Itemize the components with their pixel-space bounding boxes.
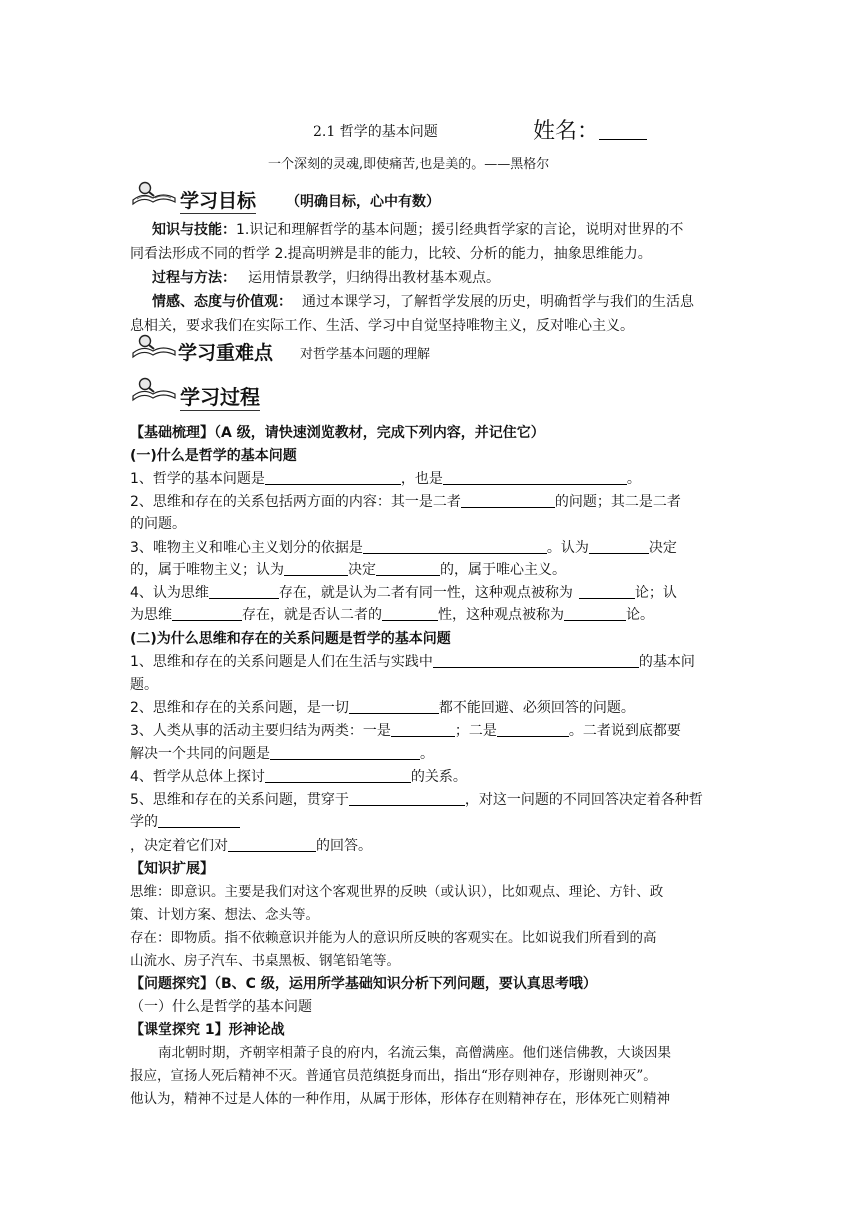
expansion-line2: 策、计划方案、想法、念头等。 [130,907,319,923]
name-label: 姓名： [533,119,600,144]
lesson-title: 2.1 哲学的基本问题 [313,124,438,140]
basics-heading: 【基础梳理】（A 级，请快速浏览教材，完成下列内容，并记住它） [130,425,545,441]
name-blank[interactable] [599,119,647,140]
blank[interactable] [265,768,411,783]
q2-line2: 的问题。 [130,516,186,532]
blank[interactable] [461,493,555,508]
explore-heading: 【问题探究】（B、C 级，运用所学基础知识分析下列问题，要认真思考哦） [130,976,597,992]
blank[interactable] [433,653,639,668]
blank[interactable] [349,791,465,806]
case-line2: 报应，宣扬人死后精神不灭。普通官员范缜挺身而出，指出“形存则神存，形谢则神灭”。 [130,1068,657,1084]
blank[interactable] [564,606,626,621]
expansion-heading: 【知识扩展】 [130,861,214,877]
expansion-line1: 思维：即意识。主要是我们对这个客观世界的反映（或认识），比如观点、理论、方针、政 [130,884,664,900]
q4-line2: 为思维 存在，就是否认二者的 性，这种观点被称为 论。 [130,607,654,623]
r3-line1: 3、人类从事的活动主要归结为两类：一是 ；二是 。二者说到底都要 [130,723,681,739]
blank[interactable] [270,745,420,760]
book-magnifier-icon [131,333,179,359]
blank[interactable] [391,722,455,737]
objectives-heading: 学习目标 [180,190,257,212]
r5-line3: ，决定着它们对 的回答。 [130,838,372,854]
objective-emotion-line2: 息相关，要求我们在实际工作、生活、学习中自觉坚持唯物主义，反对唯心主义。 [130,318,634,334]
q3-line1: 3、唯物主义和唯心主义划分的依据是 。认为 决定 [130,540,677,556]
q2-line1: 2、思维和存在的关系包括两方面的内容：其一是二者 的问题；其二是二者 [130,494,681,510]
book-magnifier-icon [131,180,179,206]
key-points-heading: 学习重难点 [178,342,274,364]
blank[interactable] [158,813,240,828]
objective-emotion-line1: 情感、态度与价值观： 通过本课学习，了解哲学发展的历史，明确哲学与我们的生活息 [152,294,694,310]
blank[interactable] [376,561,440,576]
blank[interactable] [209,584,279,599]
quote: 一个深刻的灵魂,即使痛苦,也是美的。——黑格尔 [268,157,550,172]
case-heading: 【课堂探究 1】形神论战 [130,1022,285,1038]
blank[interactable] [497,722,569,737]
blank[interactable] [579,584,635,599]
explore-sub1: （一）什么是哲学的基本问题 [130,999,312,1015]
r4: 4、哲学从总体上探讨 的关系。 [130,769,467,785]
q1: 1、哲学的基本问题是 ，也是 。 [130,471,641,487]
case-line1: 南北朝时期，齐朝宰相萧子良的府内，名流云集，高僧满座。他们迷信佛教，大谈因果 [158,1045,671,1061]
case-line3: 他认为，精神不过是人体的一种作用，从属于形体，形体存在则精神存在，形体死亡则精神 [130,1091,670,1107]
basics-sub1: (一)什么是哲学的基本问题 [130,448,297,464]
r5-line1: 5、思维和存在的关系问题，贯穿于 ，对这一问题的不同回答决定着各种哲 [130,792,703,808]
name-field [533,114,647,145]
blank[interactable] [228,837,316,852]
blank[interactable] [349,699,439,714]
expansion-line3: 存在：即物质。指不依赖意识并能为人的意识所反映的客观实在。比如说我们所看到的高 [130,930,657,946]
blank[interactable] [172,606,242,621]
blank[interactable] [284,561,348,576]
basics-sub2: (二)为什么思维和存在的关系问题是哲学的基本问题 [130,631,451,647]
blank[interactable] [363,539,547,554]
r1-line2: 题。 [130,677,158,693]
objectives-note: （明确目标，心中有数） [286,194,440,210]
q3-line2: 的，属于唯物主义；认为 决定 的，属于唯心主义。 [130,562,566,578]
r2: 2、思维和存在的关系问题，是一切 都不能回避、必须回答的问题。 [130,700,635,716]
r3-line2: 解决一个共同的问题是 。 [130,746,434,762]
blank[interactable] [589,539,649,554]
key-points-text: 对哲学基本问题的理解 [300,347,431,362]
process-heading: 学习过程 [180,385,260,409]
expansion-line4: 山流水、房子汽车、书桌黑板、钢笔铅笔等。 [130,953,400,969]
r5-line2: 学的 [130,813,730,831]
blank[interactable] [382,606,438,621]
objective-knowledge-line1: 知识与技能：1.识记和理解哲学的基本问题；援引经典哲学家的言论，说明对世界的不 [152,222,684,238]
q4-line1: 4、认为思维 存在，就是认为二者有同一性，这种观点被称为 论；认 [130,585,677,601]
r1-line1: 1、思维和存在的关系问题是人们在生活与实践中 的基本问 [130,654,695,670]
book-magnifier-icon [131,376,179,402]
objective-knowledge-line2: 同看法形成不同的哲学 2.提高明辨是非的能力，比较、分析的能力，抽象思维能力。 [130,246,652,262]
objective-process: 过程与方法： 运用情景教学，归纳得出教材基本观点。 [152,270,500,286]
blank[interactable] [265,470,401,485]
blank[interactable] [443,470,627,485]
